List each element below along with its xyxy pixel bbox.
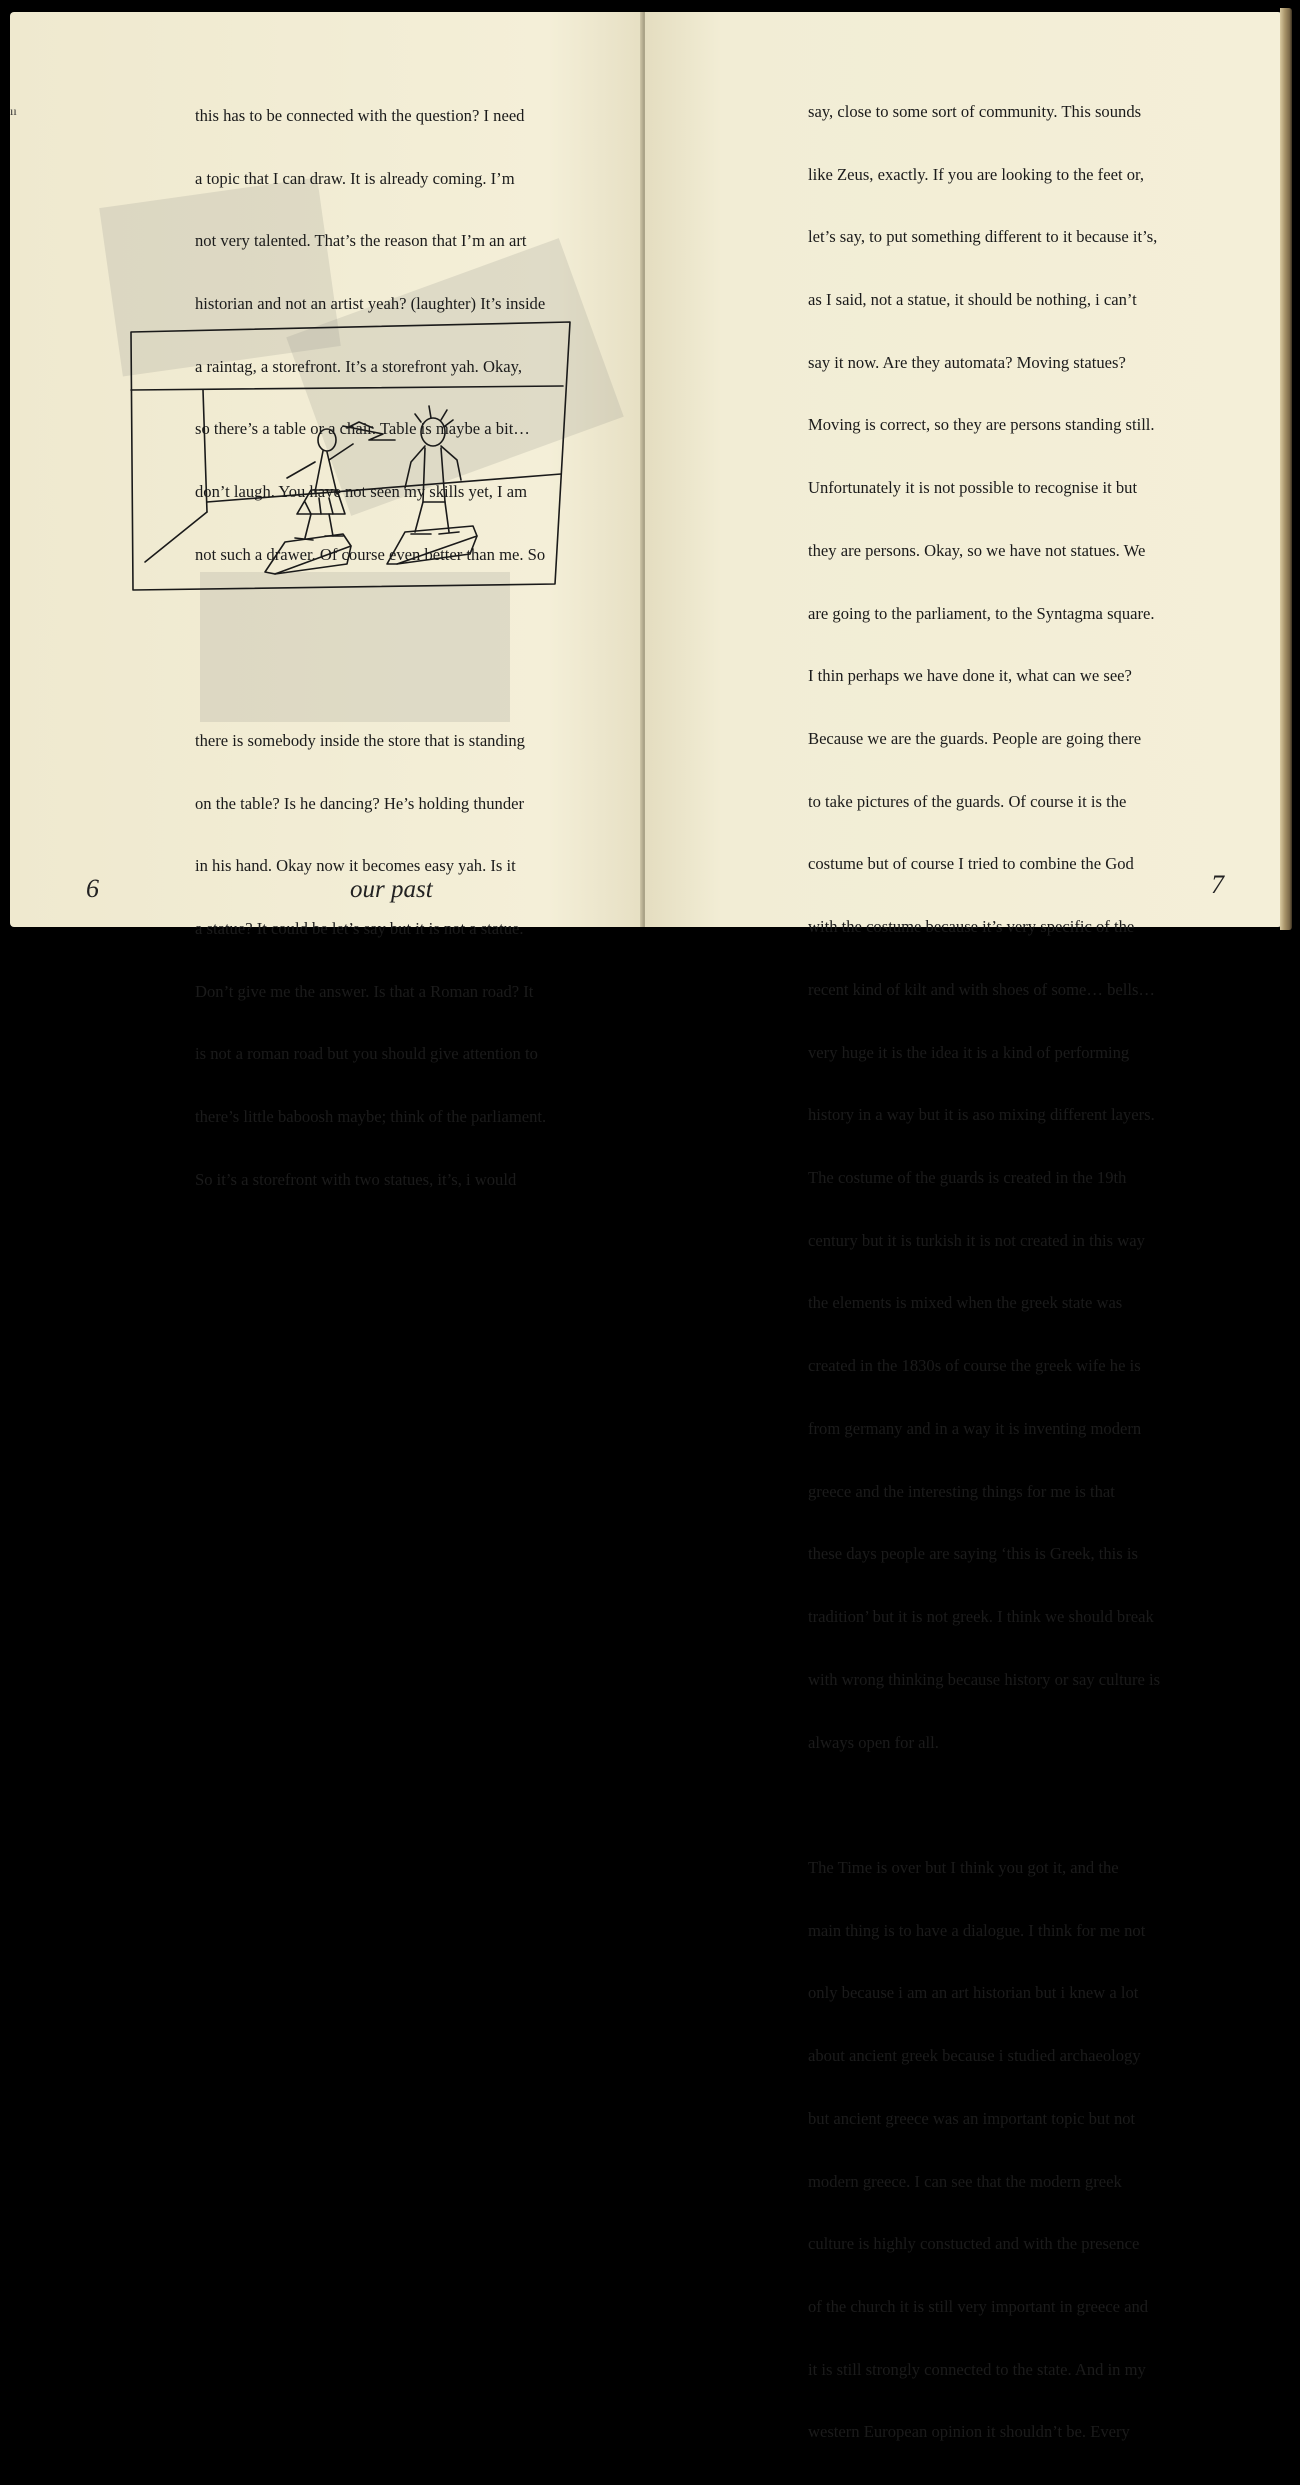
left-page: [10, 12, 643, 1189]
text-line: Moving is correct, so they are persons standing still.: [808, 415, 1155, 435]
text-line: about ancient greek because i studied archaeology: [808, 2046, 1141, 2066]
text-line: as I said, not a statue, it should be nothing, i can’t: [808, 289, 1137, 309]
text-line: in his hand. Okay now it becomes easy yah. Is it: [195, 856, 516, 876]
storefront-sketch: [115, 302, 575, 597]
page-number-left: 6: [86, 874, 99, 903]
text-line: tradition’ but it is not greek. I think we should break: [808, 1607, 1154, 1627]
text-line: this has to be connected with the question? I need: [195, 105, 525, 125]
text-line: Unfortunately it is not possible to recognise it but: [808, 478, 1138, 498]
text-line: with wrong thinking because history or say culture is: [808, 1669, 1161, 1689]
book-page-edges: [1280, 8, 1292, 930]
text-line: century but it is turkish it is not created in this way: [808, 1230, 1145, 1250]
text-line: of the church it is still very important in greece and: [808, 2296, 1149, 2316]
text-line: but ancient greece was an important topic but not: [808, 2108, 1136, 2128]
page-number-right: 7: [1211, 870, 1224, 899]
text-line: the elements is mixed when the greek state was: [808, 1293, 1123, 1313]
text-line: always open for all.: [808, 1732, 939, 1752]
text-line: a topic that I can draw. It is already coming. I’m: [195, 168, 515, 188]
text-line: it is still strongly connected to the state. And in my: [808, 2359, 1146, 2379]
text-line: Because we are the guards. People are going there: [808, 729, 1142, 748]
text-line: costume but of course I tried to combine the God: [808, 854, 1134, 874]
right-paragraph-1: [808, 60, 1160, 2485]
text-line: culture is highly constucted and with the presence: [808, 2234, 1140, 2254]
text-line: historian and not an artist yeah? (laughter) It’s inside: [195, 293, 546, 313]
text-line: on the table? Is he dancing? He’s holding thunder: [195, 793, 525, 813]
text-line: a raintag, a storefront. It’s a storefront yah. Okay,: [195, 356, 522, 376]
text-line: recent kind of kilt and with shoes of some… bells…: [808, 979, 1156, 999]
text-line: history in a way but it is aso mixing different layers.: [808, 1105, 1155, 1125]
text-line: not such a drawer. Of course even better than me. So: [195, 544, 546, 564]
right-page: [645, 12, 1282, 2442]
text-line: a statue? It could be let’s say but it is not a statue.: [195, 918, 524, 938]
margin-mark: ıı: [10, 104, 17, 118]
text-line: very huge it is the idea it is a kind of performing: [808, 1042, 1130, 1062]
text-line: say, close to some sort of community. This sounds: [808, 101, 1142, 121]
text-line: So it’s a storefront with two statues, it’s, i would: [195, 1169, 517, 1189]
text-line: so there’s a table or a chair. Table is maybe a bit…: [195, 419, 530, 439]
text-line: only because i am an art historian but i knew a lot: [808, 1983, 1139, 2003]
text-line: from germany and in a way it is inventing modern: [808, 1418, 1142, 1438]
text-line: is not a roman road but you should give attention to: [195, 1044, 538, 1064]
text-line: let’s say, to put something different to it because it’s,: [808, 227, 1158, 247]
text-line: The costume of the guards is created in the 19th: [808, 1168, 1127, 1188]
text-line: The Time is over but I think you got it, and the: [808, 1857, 1119, 1877]
text-line: Don’t give me the answer. Is that a Roman road? It: [195, 981, 534, 1001]
text-line: like Zeus, exactly. If you are looking to the feet or,: [808, 164, 1145, 184]
left-bottom-paragraph: [195, 689, 546, 1233]
text-line: are going to the parliament, to the Syntagma square.: [808, 603, 1155, 623]
text-line: western European opinion it shouldn’t be. Every: [808, 2422, 1130, 2442]
text-line: these days people are saying ‘this is Greek, this is: [808, 1544, 1138, 1564]
text-line: I thin perhaps we have done it, what can we see?: [808, 666, 1132, 686]
text-line: don’t laugh. You have not seen my skills yet, I am: [195, 482, 528, 502]
text-line: main thing is to have a dialogue. I think for me not: [808, 1920, 1146, 1940]
text-line: created in the 1830s of course the greek wife he is: [808, 1356, 1141, 1376]
text-line: greece and the interesting things for me is that: [808, 1481, 1115, 1501]
text-line: with the costume because it’s very specific of the: [808, 917, 1135, 937]
text-line: they are persons. Okay, so we have not statues. We: [808, 540, 1146, 560]
text-line: say it now. Are they automata? Moving statues?: [808, 352, 1126, 372]
text-line: to take pictures of the guards. Of course it is the: [808, 791, 1127, 811]
text-line: modern greece. I can see that the modern greek: [808, 2171, 1122, 2191]
paragraph-spacer: [808, 1795, 1160, 1816]
running-head: our past: [350, 876, 433, 903]
text-line: there’s little baboosh maybe; think of the parliament.: [195, 1107, 547, 1127]
text-line: there is somebody inside the store that is standing: [195, 730, 525, 750]
text-line: not very talented. That’s the reason that I’m an art: [195, 231, 527, 251]
